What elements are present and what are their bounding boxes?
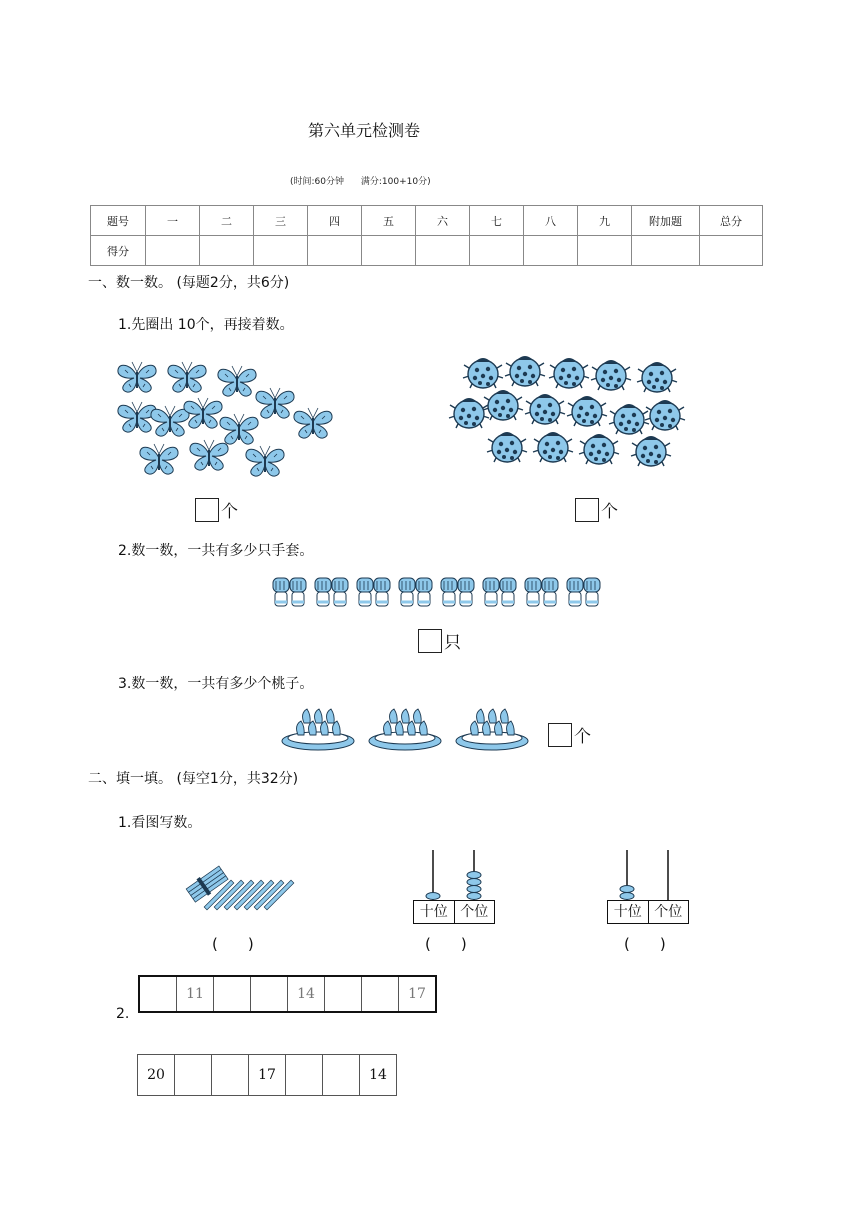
number-sequence-row-2 bbox=[137, 1054, 397, 1096]
section1-heading: 一、数一数。 (每题2分，共6分) bbox=[88, 275, 290, 291]
full-score: 满分:100+10分) bbox=[360, 177, 431, 187]
answer-box[interactable] bbox=[548, 723, 572, 747]
sequence-cell: 17 bbox=[249, 1055, 286, 1096]
score-cell[interactable] bbox=[700, 236, 763, 266]
score-header-cell: 五 bbox=[362, 206, 416, 236]
score-cell[interactable] bbox=[470, 236, 524, 266]
score-header-cell: 三 bbox=[254, 206, 308, 236]
score-value-row bbox=[91, 236, 763, 266]
answer-paren-3[interactable]: ( ) bbox=[624, 935, 666, 953]
ladybug-icon bbox=[645, 400, 685, 430]
tens-label: 十位 bbox=[414, 901, 455, 923]
answer-ladybugs bbox=[575, 497, 618, 522]
number-sequence-row-1 bbox=[138, 975, 437, 1013]
sequence-cell[interactable] bbox=[212, 1055, 249, 1096]
ladybug-icon bbox=[487, 432, 527, 462]
s1-q2-text: 2.数一数，一共有多少只手套。 bbox=[118, 543, 314, 559]
abacus-1 bbox=[413, 850, 495, 926]
score-header-row bbox=[91, 206, 763, 236]
butterflies-illustration bbox=[115, 358, 345, 483]
butterfly-icon bbox=[246, 446, 284, 476]
sequence-cell: 11 bbox=[177, 976, 214, 1012]
unit-label: 只 bbox=[444, 633, 461, 653]
answer-box[interactable] bbox=[418, 629, 442, 653]
peach-plate-icon bbox=[369, 709, 441, 750]
sequence-cell: 14 bbox=[360, 1055, 397, 1096]
ladybug-icon bbox=[609, 404, 649, 434]
peach-plate-icon bbox=[282, 709, 354, 750]
score-header-cell: 六 bbox=[416, 206, 470, 236]
sequence-cell[interactable] bbox=[214, 976, 251, 1012]
butterfly-icon bbox=[218, 366, 256, 396]
score-cell[interactable] bbox=[308, 236, 362, 266]
glove-pair-icon bbox=[273, 578, 306, 606]
answer-butterflies bbox=[195, 497, 238, 522]
abacus-2 bbox=[607, 850, 689, 926]
sequence-cell: 14 bbox=[288, 976, 325, 1012]
score-cell[interactable] bbox=[632, 236, 700, 266]
ladybug-icon bbox=[505, 356, 545, 386]
butterfly-icon bbox=[140, 444, 178, 474]
ladybug-icon bbox=[579, 434, 619, 464]
answer-paren-1[interactable]: ( ) bbox=[212, 935, 254, 953]
s2-q1-text: 1.看图写数。 bbox=[118, 815, 202, 831]
exam-meta bbox=[290, 174, 431, 187]
ones-label: 个位 bbox=[460, 904, 489, 920]
butterfly-icon bbox=[118, 362, 156, 392]
ladybug-icon bbox=[591, 360, 631, 390]
answer-peaches bbox=[548, 722, 591, 747]
ladybug-icon bbox=[567, 396, 607, 426]
ladybug-icon bbox=[483, 390, 523, 420]
sequence-cell[interactable] bbox=[325, 976, 362, 1012]
ladybug-icon bbox=[549, 358, 589, 388]
glove-pair-icon bbox=[357, 578, 390, 606]
butterfly-icon bbox=[190, 440, 228, 470]
answer-box[interactable] bbox=[195, 498, 219, 522]
score-cell[interactable] bbox=[200, 236, 254, 266]
sticks-bundle-illustration bbox=[185, 862, 305, 914]
ladybug-icon bbox=[637, 362, 677, 392]
unit-label: 个 bbox=[221, 502, 238, 522]
butterfly-icon bbox=[168, 362, 206, 392]
score-header-cell: 一 bbox=[146, 206, 200, 236]
sequence-cell: 20 bbox=[138, 1055, 175, 1096]
section2-heading: 二、填一填。 (每空1分，共32分) bbox=[88, 771, 299, 787]
sequence-cell[interactable] bbox=[286, 1055, 323, 1096]
time-limit: (时间:60分钟 bbox=[290, 177, 344, 187]
score-row-label: 得分 bbox=[91, 236, 146, 266]
score-header-cell: 总分 bbox=[700, 206, 763, 236]
page-title: 第六单元检测卷 bbox=[307, 121, 420, 140]
ladybug-icon bbox=[533, 432, 573, 462]
score-header-cell: 七 bbox=[470, 206, 524, 236]
ladybugs-illustration bbox=[445, 350, 695, 475]
score-header-cell: 八 bbox=[524, 206, 578, 236]
score-cell[interactable] bbox=[362, 236, 416, 266]
tens-label: 十位 bbox=[608, 901, 649, 923]
score-header-cell: 题号 bbox=[91, 206, 146, 236]
s1-q1-text: 1.先圈出 10个，再接着数。 bbox=[118, 317, 294, 333]
glove-pair-icon bbox=[441, 578, 474, 606]
sequence-cell[interactable] bbox=[251, 976, 288, 1012]
sequence-cell: 17 bbox=[399, 976, 437, 1012]
sequence-cell[interactable] bbox=[323, 1055, 360, 1096]
score-header-cell: 二 bbox=[200, 206, 254, 236]
peaches-illustration bbox=[280, 705, 530, 757]
butterfly-icon bbox=[184, 398, 222, 428]
glove-pair-icon bbox=[525, 578, 558, 606]
gloves-illustration bbox=[270, 574, 610, 610]
answer-paren-2[interactable]: ( ) bbox=[425, 935, 467, 953]
butterfly-icon bbox=[220, 414, 258, 444]
sequence-cell[interactable] bbox=[362, 976, 399, 1012]
unit-label: 个 bbox=[601, 502, 618, 522]
sequence-cell[interactable] bbox=[139, 976, 177, 1012]
answer-gloves bbox=[418, 628, 461, 653]
peach-plate-icon bbox=[456, 709, 528, 750]
butterfly-icon bbox=[294, 408, 332, 438]
butterfly-icon bbox=[151, 406, 189, 436]
glove-pair-icon bbox=[315, 578, 348, 606]
ladybug-icon bbox=[525, 394, 565, 424]
score-header-cell: 四 bbox=[308, 206, 362, 236]
ladybug-icon bbox=[449, 398, 489, 428]
score-header-cell: 附加题 bbox=[632, 206, 700, 236]
sequence-cell[interactable] bbox=[175, 1055, 212, 1096]
s1-q3-text: 3.数一数，一共有多少个桃子。 bbox=[118, 676, 314, 692]
glove-pair-icon bbox=[483, 578, 516, 606]
unit-label: 个 bbox=[574, 727, 591, 747]
s2-q2-label: 2. bbox=[116, 1006, 130, 1022]
score-table bbox=[90, 205, 763, 266]
answer-box[interactable] bbox=[575, 498, 599, 522]
score-cell[interactable] bbox=[254, 236, 308, 266]
butterfly-icon bbox=[118, 402, 156, 432]
ones-label: 个位 bbox=[654, 904, 683, 920]
score-cell[interactable] bbox=[524, 236, 578, 266]
score-cell[interactable] bbox=[146, 236, 200, 266]
glove-pair-icon bbox=[567, 578, 600, 606]
glove-pair-icon bbox=[399, 578, 432, 606]
ladybug-icon bbox=[631, 436, 671, 466]
butterfly-icon bbox=[256, 388, 294, 418]
score-header-cell: 九 bbox=[578, 206, 632, 236]
score-cell[interactable] bbox=[416, 236, 470, 266]
score-cell[interactable] bbox=[578, 236, 632, 266]
ladybug-icon bbox=[463, 358, 503, 388]
